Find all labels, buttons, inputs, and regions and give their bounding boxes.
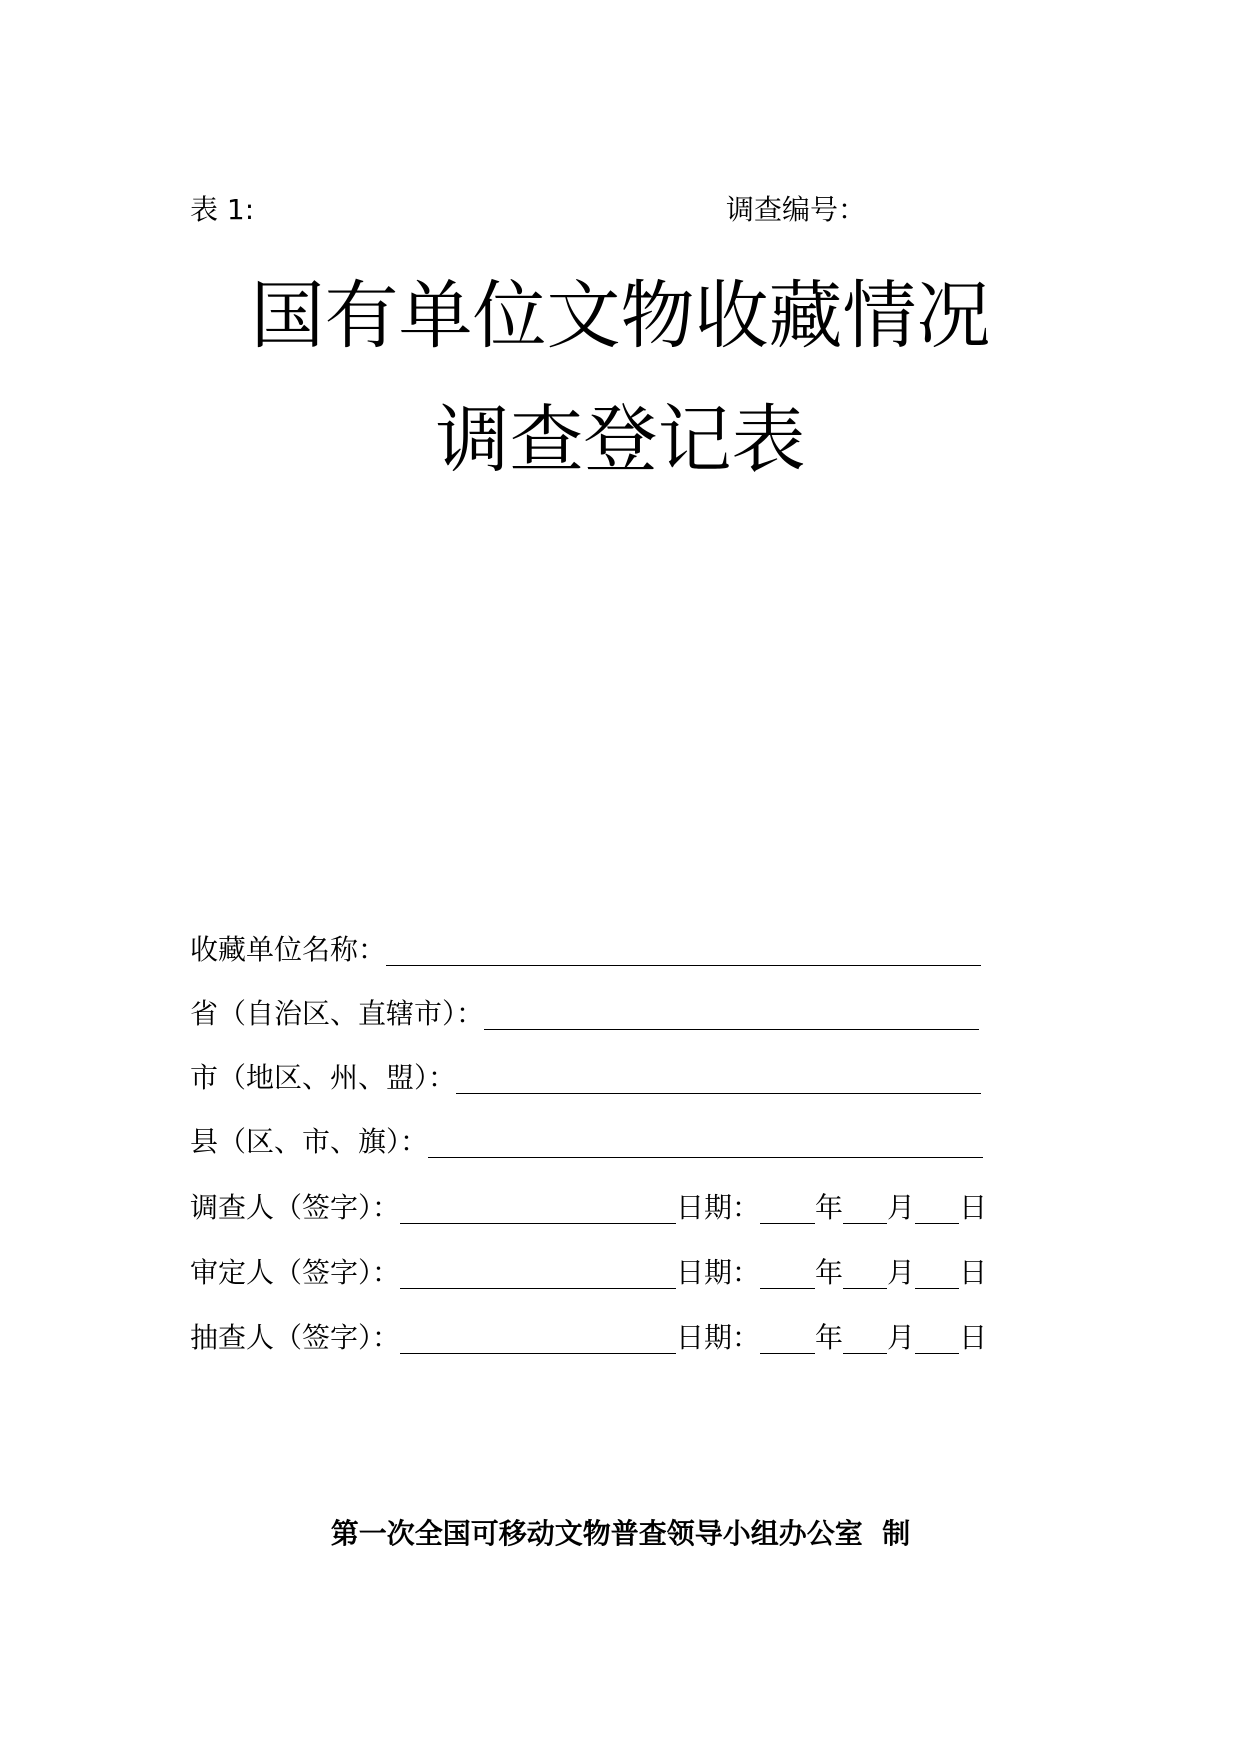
reviewer-date-label: 日期：	[676, 1256, 761, 1289]
county-field[interactable]	[428, 1123, 983, 1158]
investigator-month-field[interactable]	[843, 1189, 887, 1224]
inspector-day-label: 日	[959, 1321, 988, 1354]
reviewer-month-label: 月	[887, 1256, 916, 1289]
investigator-day-field[interactable]	[915, 1189, 959, 1224]
investigator-date-label: 日期：	[676, 1191, 761, 1224]
county-row	[190, 1120, 983, 1164]
investigator-signature-row	[190, 1186, 987, 1230]
inspector-month-label: 月	[887, 1321, 916, 1354]
inspector-day-field[interactable]	[915, 1319, 959, 1354]
city-label: 市（地区、州、盟）：	[190, 1061, 457, 1094]
inspector-signature-field[interactable]	[400, 1319, 676, 1354]
page-title-line-1: 国有单位文物收藏情况	[250, 273, 991, 359]
province-field[interactable]	[484, 995, 979, 1030]
inspector-month-field[interactable]	[843, 1319, 887, 1354]
inspector-year-label: 年	[815, 1321, 844, 1354]
investigator-year-field[interactable]	[760, 1189, 815, 1224]
city-field[interactable]	[456, 1059, 981, 1094]
survey-number-label: 调查编号：	[726, 193, 867, 226]
investigator-signature-field[interactable]	[400, 1189, 676, 1224]
collector-name-row	[190, 928, 981, 972]
inspector-year-field[interactable]	[760, 1319, 815, 1354]
reviewer-day-field[interactable]	[915, 1254, 959, 1289]
reviewer-signature-field[interactable]	[400, 1254, 676, 1289]
table-number-label: 表 1:	[190, 193, 255, 226]
inspector-label: 抽查人（签字）：	[190, 1321, 401, 1354]
reviewer-label: 审定人（签字）：	[190, 1256, 401, 1289]
county-label: 县（区、市、旗）：	[190, 1125, 429, 1158]
province-row	[190, 992, 979, 1036]
issuer-footer: 第一次全国可移动文物普查领导小组办公室 制	[330, 1517, 911, 1550]
city-row	[190, 1056, 981, 1100]
page-title-line-2: 调查登记表	[435, 397, 806, 483]
inspector-signature-row	[190, 1316, 987, 1360]
investigator-label: 调查人（签字）：	[190, 1191, 401, 1224]
reviewer-year-field[interactable]	[760, 1254, 815, 1289]
investigator-day-label: 日	[959, 1191, 988, 1224]
collector-name-field[interactable]	[386, 931, 981, 966]
collector-name-label: 收藏单位名称：	[190, 933, 387, 966]
reviewer-day-label: 日	[959, 1256, 988, 1289]
inspector-date-label: 日期：	[676, 1321, 761, 1354]
investigator-month-label: 月	[887, 1191, 916, 1224]
province-label: 省（自治区、直辖市）：	[190, 997, 485, 1030]
reviewer-month-field[interactable]	[843, 1254, 887, 1289]
reviewer-signature-row	[190, 1251, 987, 1295]
investigator-year-label: 年	[815, 1191, 844, 1224]
reviewer-year-label: 年	[815, 1256, 844, 1289]
